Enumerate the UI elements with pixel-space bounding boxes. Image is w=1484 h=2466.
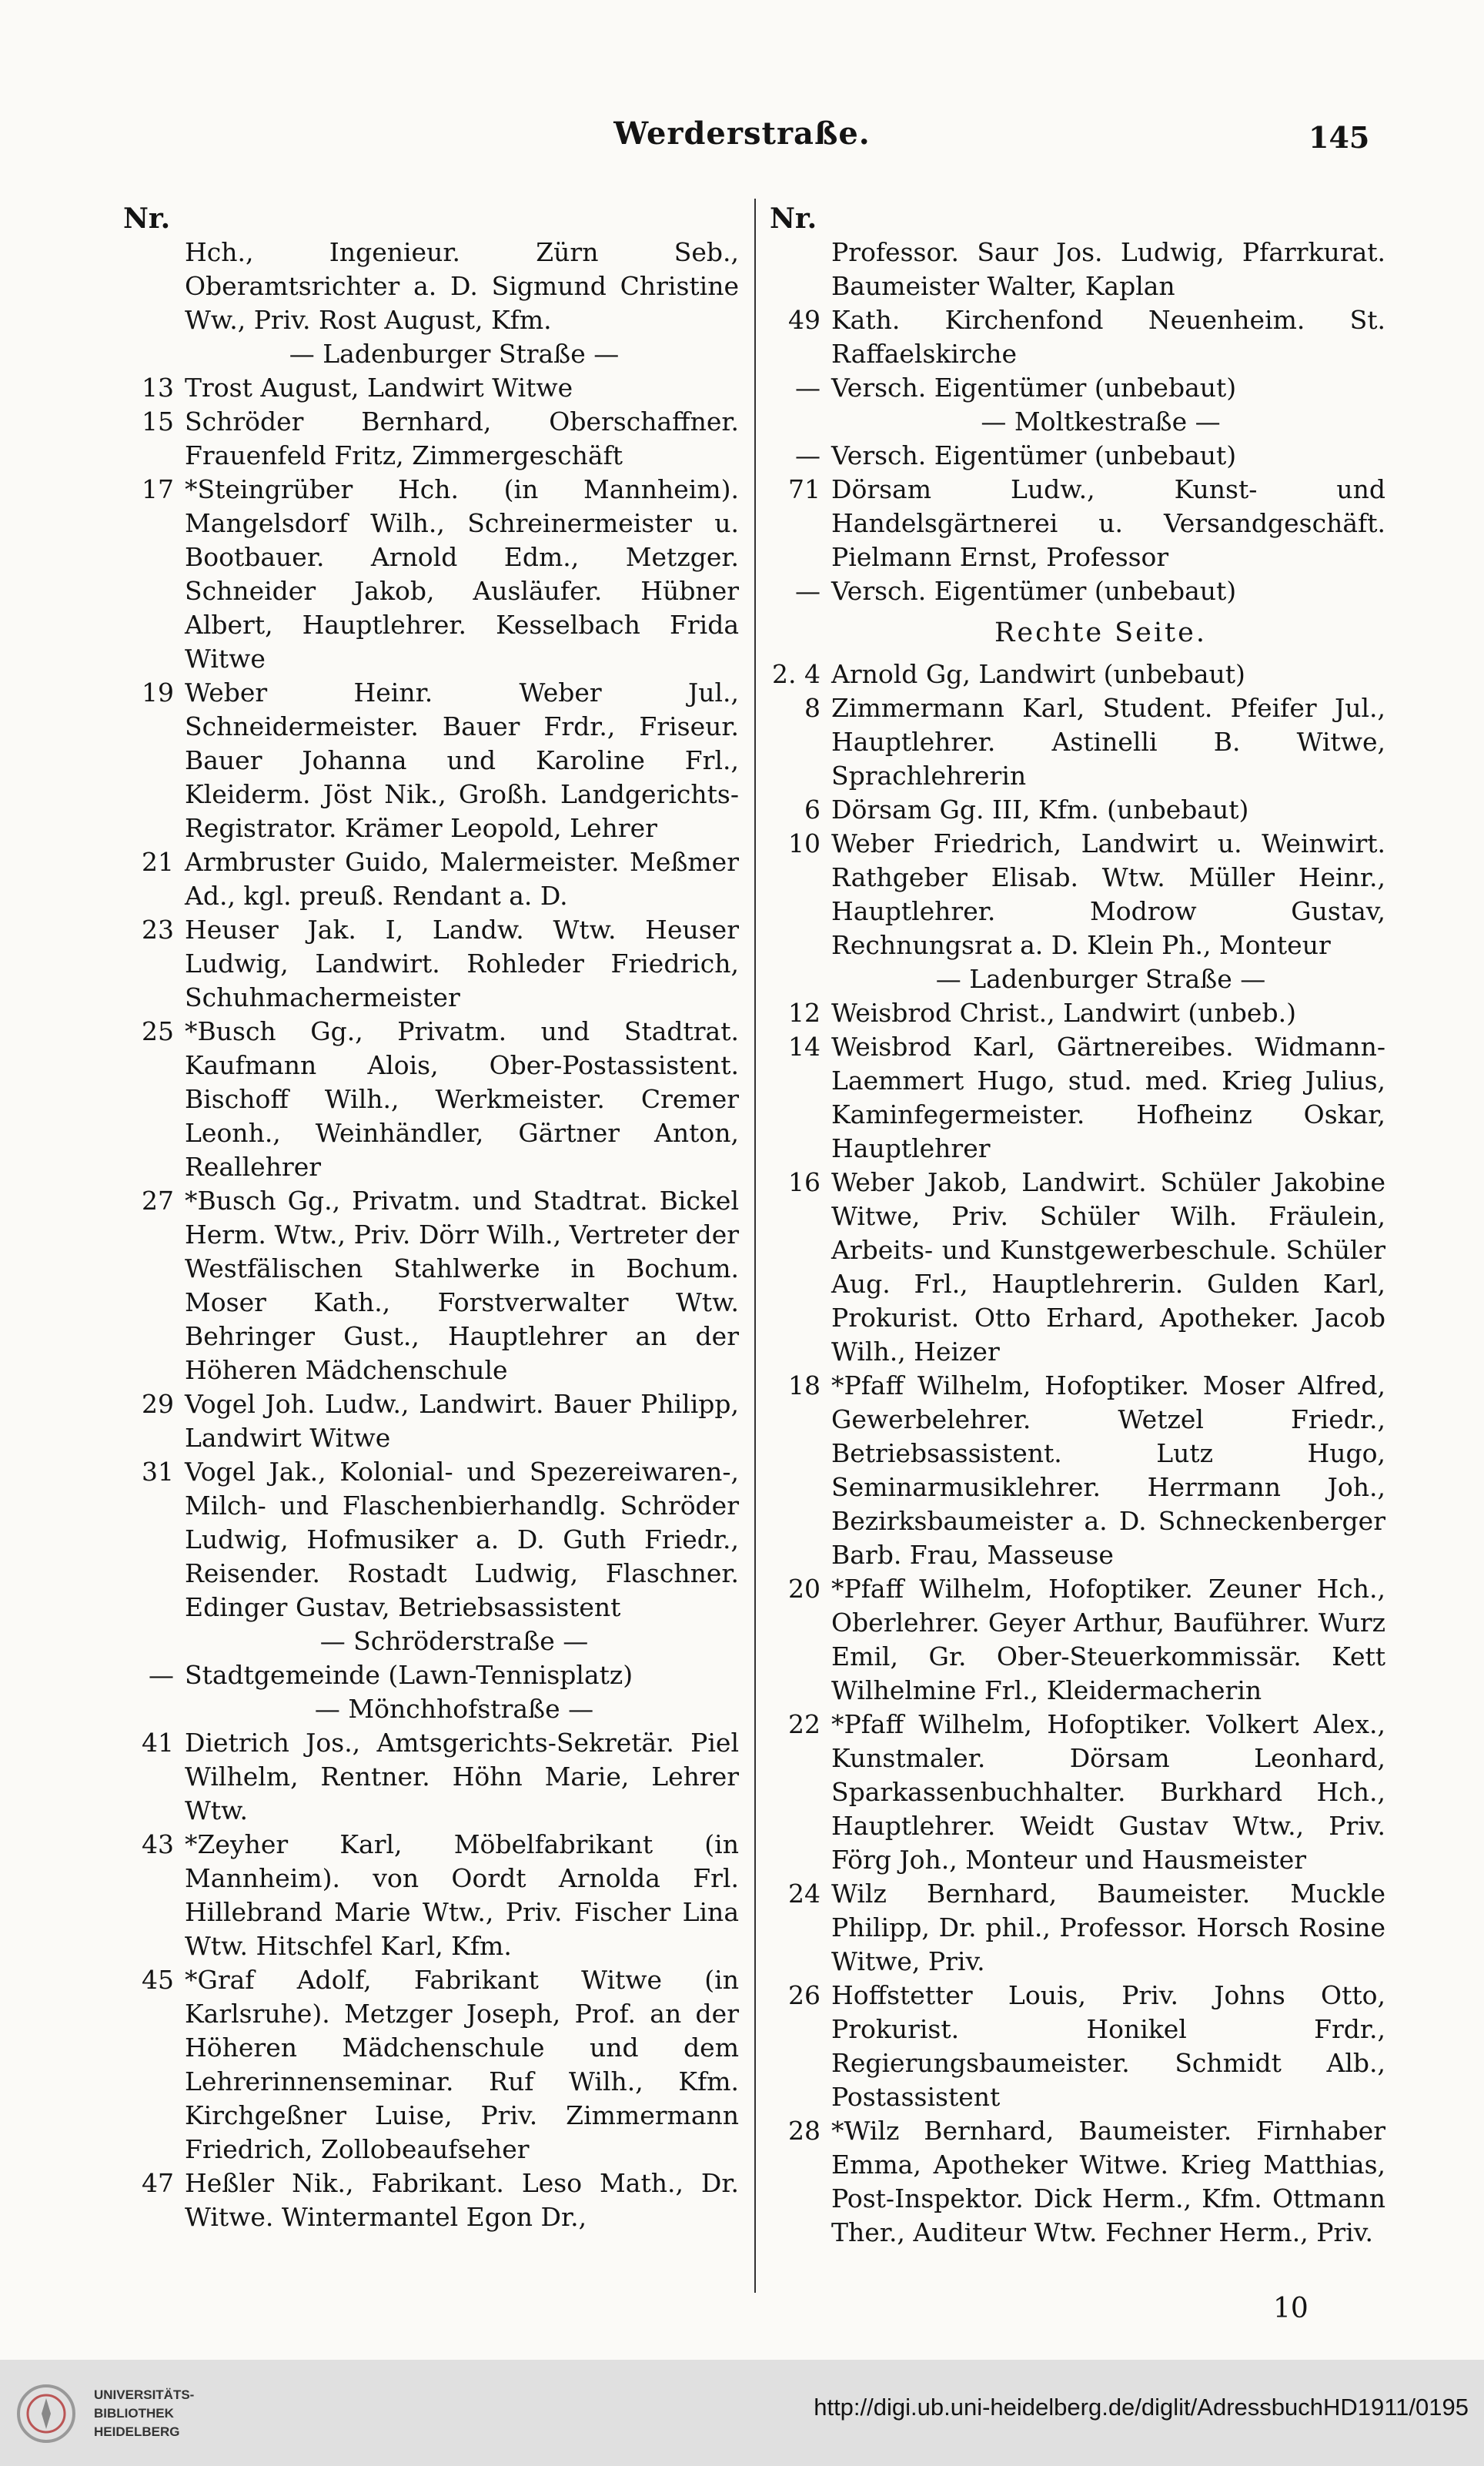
resident-list: *Pfaff Wilhelm, Hofoptiker. Volkert Alex., Kunstmaler. Dörsam Leonhard, Sparkassenbuchhalter. Burkhard Hch., Hauptlehrer. Weidt Gustav Wtw., Priv. Förg Joh., Monteur und Hausmeister (831, 1709, 1385, 1875)
directory-entry (770, 371, 1385, 405)
directory-entry (770, 691, 1385, 793)
directory-entry (123, 913, 739, 1015)
house-number: 14 (788, 1032, 821, 1062)
directory-entry (123, 1963, 739, 2167)
logo-line-1: UNIVERSITÄTS- (94, 2387, 195, 2402)
house-number: 16 (788, 1167, 821, 1197)
directory-entry (770, 473, 1385, 574)
house-number: 19 (142, 678, 174, 708)
directory-entry (770, 996, 1385, 1030)
right-column (770, 202, 1385, 2250)
resident-list: Dörsam Gg. III, Kfm. (unbebaut) (831, 795, 1249, 825)
directory-entry (770, 236, 1385, 303)
column-divider (754, 199, 756, 2293)
directory-entry (770, 1369, 1385, 1572)
directory-entry (123, 236, 739, 337)
directory-entry (123, 1184, 739, 1387)
resident-list: Hch., Ingenieur. Zürn Seb., Oberamtsrichter a. D. Sigmund Christine Ww., Priv. Rost August, Kfm. (185, 237, 739, 335)
house-number: 17 (142, 474, 174, 504)
directory-entry (123, 2167, 739, 2234)
house-number: — (795, 440, 821, 470)
house-number: 18 (788, 1370, 821, 1400)
resident-list: *Steingrüber Hch. (in Mannheim). Mangelsdorf Wilh., Schreinermeister u. Bootbauer. Arnold Edm., Metzger. Schneider Jakob, Ausläufer. Hübner Albert, Hauptlehrer. Kesselbach Frida Witwe (185, 474, 739, 674)
resident-list: *Wilz Bernhard, Baumeister. Firnhaber Emma, Apotheker Witwe. Krieg Matthias, Post-Inspektor. Dick Herm., Kfm. Ottmann Ther., Auditeur Wtw. Fechner Herm., Priv. (831, 2116, 1385, 2247)
directory-entry (770, 793, 1385, 827)
cross-street-heading: — Moltkestraße — (981, 407, 1221, 437)
resident-list: Heßler Nik., Fabrikant. Leso Math., Dr. Witwe. Wintermantel Egon Dr., (185, 2168, 739, 2232)
resident-list: *Graf Adolf, Fabrikant Witwe (in Karlsruhe). Metzger Joseph, Prof. an der Höheren Mädchenschule und dem Lehrerinnenseminar. Ruf Wilh., Kfm. Kirchgeßner Luise, Priv. Zimmermann Friedrich, Zollobeaufseher (185, 1965, 739, 2164)
left-column (123, 202, 739, 2234)
resident-list: Hoffstetter Louis, Priv. Johns Otto, Prokurist. Honikel Frdr., Regierungsbaumeister. Schmidt Alb., Postassistent (831, 1980, 1385, 2112)
directory-entry (123, 676, 739, 845)
house-number: 12 (788, 998, 821, 1028)
directory-entry (770, 657, 1385, 691)
resident-list: *Zeyher Karl, Möbelfabrikant (in Mannheim). von Oordt Arnolda Frl. Hillebrand Marie Wtw., Priv. Fischer Lina Wtw. Hitschfel Karl, Kfm. (185, 1829, 739, 1961)
seal-icon (15, 2377, 80, 2451)
side-heading: Rechte Seite. (994, 617, 1207, 648)
resident-list: *Pfaff Wilhelm, Hofoptiker. Zeuner Hch., Oberlehrer. Geyer Arthur, Bauführer. Wurz Emil, Gr. Ober-Steuerkommissär. Kett Wilhelmine Frl., Kleidermacherin (831, 1574, 1385, 1705)
directory-entry (770, 303, 1385, 371)
resident-list: Versch. Eigentümer (unbebaut) (831, 373, 1237, 403)
house-number: 6 (804, 795, 821, 825)
running-title: Werderstraße. (613, 115, 871, 152)
library-logo (15, 2377, 200, 2451)
directory-entry (123, 473, 739, 676)
house-number: 15 (142, 407, 174, 437)
footer-bar (0, 2360, 1484, 2466)
house-number: 29 (142, 1389, 174, 1419)
house-number: 28 (788, 2116, 821, 2146)
directory-entry (770, 1166, 1385, 1369)
directory-entry (123, 1015, 739, 1184)
house-number: 2. 4 (772, 659, 821, 689)
resident-list: *Busch Gg., Privatm. und Stadtrat. Kaufmann Alois, Ober-Postassistent. Bischoff Wilh., Werkmeister. Cremer Leonh., Weinhändler, Gärtner Anton, Reallehrer (185, 1016, 739, 1182)
house-number: 22 (788, 1709, 821, 1739)
house-number: 26 (788, 1980, 821, 2010)
resident-list: Versch. Eigentümer (unbebaut) (831, 440, 1237, 470)
house-number: 13 (142, 373, 174, 403)
directory-entry (770, 1030, 1385, 1166)
resident-list: Armbruster Guido, Malermeister. Meßmer Ad., kgl. preuß. Rendant a. D. (185, 847, 739, 911)
resident-list: Vogel Joh. Ludw., Landwirt. Bauer Philipp, Landwirt Witwe (185, 1389, 739, 1453)
directory-entry (123, 1455, 739, 1624)
directory-entry (770, 1877, 1385, 1979)
cross-street-heading: — Schröderstraße — (319, 1626, 589, 1656)
house-number: 31 (142, 1457, 174, 1487)
resident-list: Schröder Bernhard, Oberschaffner. Frauenfeld Fritz, Zimmergeschäft (185, 407, 739, 470)
resident-list: Zimmermann Karl, Student. Pfeifer Jul., Hauptlehrer. Astinelli B. Witwe, Sprachlehrerin (831, 693, 1385, 791)
house-number: 71 (788, 474, 821, 504)
resident-list: Stadtgemeinde (Lawn-Tennisplatz) (185, 1660, 633, 1690)
resident-list: Professor. Saur Jos. Ludwig, Pfarrkurat. Baumeister Walter, Kaplan (831, 237, 1385, 301)
cross-street-heading: — Ladenburger Straße — (289, 339, 620, 369)
resident-list: Kath. Kirchenfond Neuenheim. St. Raffaelskirche (831, 305, 1385, 369)
house-number: 25 (142, 1016, 174, 1046)
house-number: 10 (788, 828, 821, 858)
house-number: 8 (804, 693, 821, 723)
resident-list: *Pfaff Wilhelm, Hofoptiker. Moser Alfred, Gewerbelehrer. Wetzel Friedr., Betriebsassistent. Lutz Hugo, Seminarmusiklehrer. Herrmann Joh., Bezirksbaumeister a. D. Schneckenberger Barb. Frau, Masseuse (831, 1370, 1385, 1570)
resident-list: Vogel Jak., Kolonial- und Spezereiwaren-, Milch- und Flaschenbierhandlg. Schröder Ludwig, Hofmusiker a. D. Guth Friedr., Reisender. Rostadt Ludwig, Flaschner. Edinger Gustav, Betriebsassistent (185, 1457, 739, 1622)
house-number: 23 (142, 915, 174, 945)
resident-list: Dörsam Ludw., Kunst- und Handelsgärtnerei u. Versandgeschäft. Pielmann Ernst, Professor (831, 474, 1385, 572)
directory-entry (770, 1708, 1385, 1877)
house-number: — (149, 1660, 174, 1690)
resident-list: Heuser Jak. I, Landw. Wtw. Heuser Ludwig, Landwirt. Rohleder Friedrich, Schuhmachermeister (185, 915, 739, 1012)
directory-entry (123, 1658, 739, 1692)
cross-street-heading: — Ladenburger Straße — (935, 964, 1266, 994)
resident-list: Versch. Eigentümer (unbebaut) (831, 576, 1237, 606)
resident-list: Dietrich Jos., Amtsgerichts-Sekretär. Piel Wilhelm, Rentner. Höhn Marie, Lehrer Wtw. (185, 1728, 739, 1825)
cross-street-heading: — Mönchhofstraße — (314, 1694, 594, 1724)
house-number: 21 (142, 847, 174, 877)
resident-list: *Busch Gg., Privatm. und Stadtrat. Bickel Herm. Wtw., Priv. Dörr Wilh., Vertreter der Westfälischen Stahlwerke in Bochum. Moser Kath., Forstverwalter Wtw. Behringer Gust., Hauptlehrer an der Höheren Mädchenschule (185, 1186, 739, 1385)
directory-entry (123, 1828, 739, 1963)
house-number (770, 236, 831, 303)
resident-list: Trost August, Landwirt Witwe (185, 373, 573, 403)
resident-list: Weber Friedrich, Landwirt u. Weinwirt. Rathgeber Elisab. Wtw. Müller Heinr., Hauptlehrer. Modrow Gustav, Rechnungsrat a. D. Klein Ph., Monteur (831, 828, 1385, 960)
source-url-link[interactable]: http://digi.ub.uni-heidelberg.de/diglit/AdressbuchHD1911/0195 (814, 2394, 1469, 2421)
house-number: 49 (788, 305, 821, 335)
directory-entry (123, 405, 739, 473)
directory-entry (770, 1979, 1385, 2114)
resident-list: Wilz Bernhard, Baumeister. Muckle Philipp, Dr. phil., Professor. Horsch Rosine Witwe, Priv. (831, 1879, 1385, 1976)
directory-entry (770, 2114, 1385, 2250)
house-number: 27 (142, 1186, 174, 1216)
directory-entry (770, 1572, 1385, 1708)
resident-list: Weber Jakob, Landwirt. Schüler Jakobine Witwe, Priv. Schüler Wilh. Fräulein, Arbeits- und Kunstgewerbeschule. Schüler Aug. Frl., Hauptlehrerin. Gulden Karl, Prokurist. Otto Erhard, Apotheker. Jacob Wilh., Heizer (831, 1167, 1385, 1367)
directory-entry (770, 574, 1385, 608)
directory-entry (123, 371, 739, 405)
column-head: Nr. (770, 202, 817, 235)
directory-entry (123, 1387, 739, 1455)
house-number: 45 (142, 1965, 174, 1995)
house-number: 24 (788, 1879, 821, 1909)
directory-entry (123, 1726, 739, 1828)
resident-list: Weisbrod Karl, Gärtnereibes. Widmann-Laemmert Hugo, stud. med. Krieg Julius, Kaminfegermeister. Hofheinz Oskar, Hauptlehrer (831, 1032, 1385, 1163)
logo-line-3: HEIDELBERG (94, 2424, 180, 2439)
resident-list: Arnold Gg, Landwirt (unbebaut) (831, 659, 1245, 689)
column-head: Nr. (123, 202, 171, 235)
house-number: 43 (142, 1829, 174, 1859)
resident-list: Weisbrod Christ., Landwirt (unbeb.) (831, 998, 1296, 1028)
directory-entry (770, 827, 1385, 962)
directory-entry (123, 845, 739, 913)
house-number: — (795, 373, 821, 403)
directory-entry (770, 439, 1385, 473)
resident-list: Weber Heinr. Weber Jul., Schneidermeister. Bauer Frdr., Friseur. Bauer Johanna und Karoline Frl., Kleiderm. Jöst Nik., Großh. Landgerichts-Registrator. Krämer Leopold, Lehrer (185, 678, 739, 843)
printer-signature: 10 (1273, 2293, 1309, 2324)
house-number (123, 236, 185, 337)
house-number: 20 (788, 1574, 821, 1604)
logo-line-2: BIBLIOTHEK (94, 2406, 174, 2421)
house-number: 41 (142, 1728, 174, 1758)
house-number: 47 (142, 2168, 174, 2198)
page-number: 145 (1309, 120, 1370, 155)
house-number: — (795, 576, 821, 606)
